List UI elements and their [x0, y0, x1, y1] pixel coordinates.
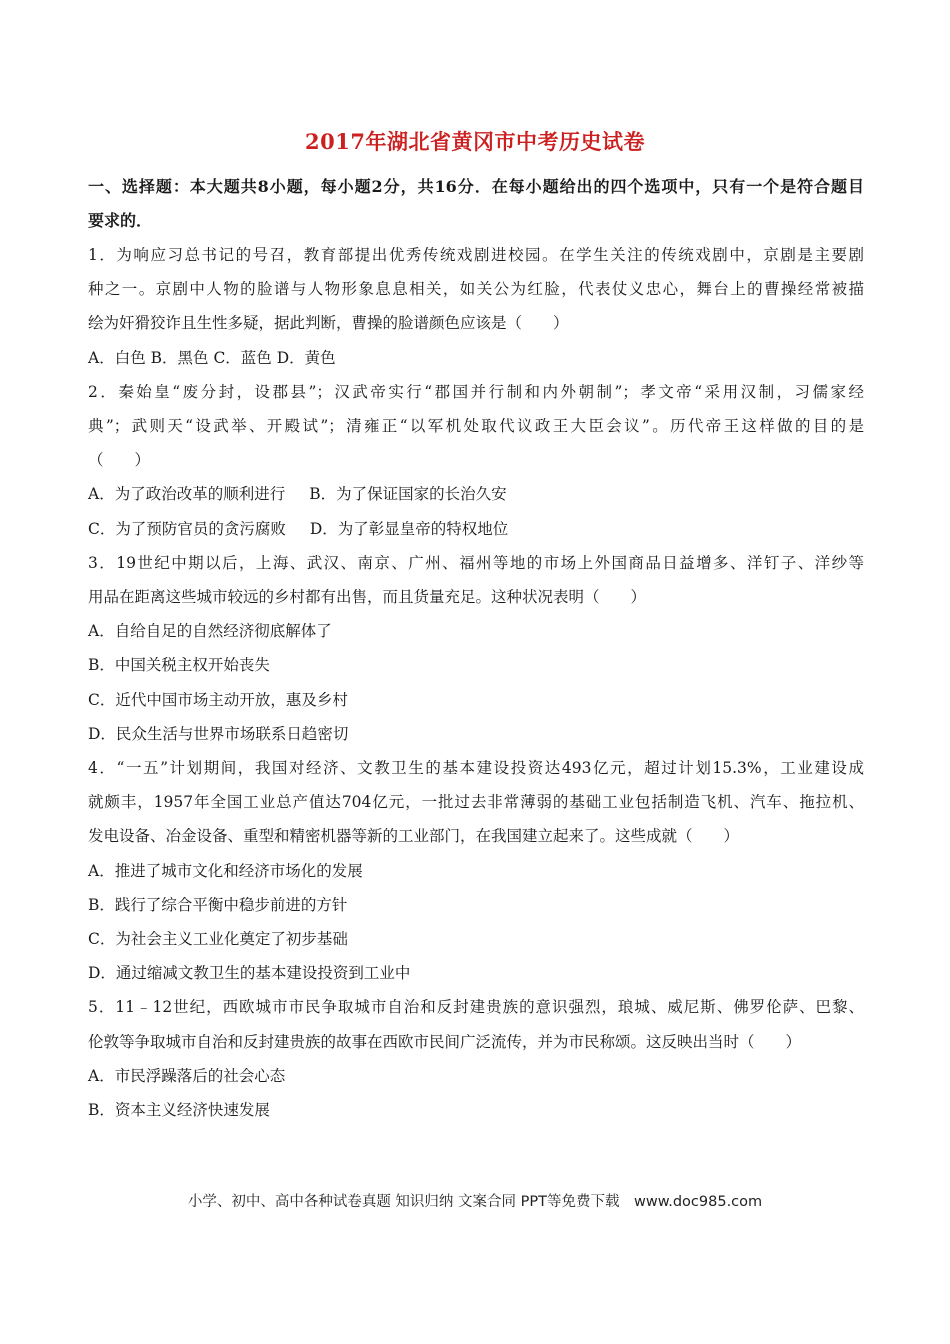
answer-option-d: D．为了彰显皇帝的特权地位 [309, 519, 509, 538]
question-text: 伦敦等争取城市自治和反封建贵族的故事在西欧市民间广泛流传，并为市民称颂。这反映出当时（ ） [88, 1032, 802, 1051]
question-5 [88, 990, 864, 1127]
page-title: 2017年湖北省黄冈市中考历史试卷 [305, 129, 645, 154]
question-text: 典”；武则天“设武举、开殿试”；清雍正“以军机处取代议政王大臣会议”。历代帝王这样做的目的是 [88, 417, 864, 436]
question-text: 3．19世纪中期以后，上海、武汉、南京、广州、福州等地的市场上外国商品日益增多、洋钉子、洋纱等 [88, 553, 864, 572]
page-footer: 小学、初中、高中各种试卷真题 知识归纳 文案合同 PPT等免费下载 www.doc985.com [187, 1194, 763, 1210]
answer-option-row [88, 512, 864, 546]
question-text: 5．11﹣12世纪，西欧城市市民争取城市自治和反封建贵族的意识强烈，琅城、威尼斯、佛罗伦萨、巴黎、 [88, 998, 864, 1017]
section-heading: 一、选择题：本大题共8小题，每小题2分，共16分．在每小题给出的四个选项中，只有一个是符合题目 [88, 177, 864, 196]
section-heading-cont: 要求的． [88, 211, 153, 230]
answer-option-d: D．通过缩减文教卫生的基本建设投资到工业中 [88, 964, 411, 983]
question-text: 2．秦始皇“废分封，设郡县”；汉武帝实行“郡国并行制和内外朝制”；孝文帝“采用汉制，习儒家经 [88, 382, 864, 401]
question-3 [88, 546, 864, 751]
question-text: 就颇丰，1957年全国工业总产值达704亿元，一批过去非常薄弱的基础工业包括制造飞机、汽车、拖拉机、 [88, 793, 864, 812]
answer-option-a: A．为了政治改革的顺利进行 [88, 485, 286, 504]
question-2 [88, 375, 864, 546]
question-text: 4．“一五”计划期间，我国对经济、文教卫生的基本建设投资达493亿元，超过计划15.3%，工业建设成 [88, 759, 864, 778]
question-4 [88, 751, 864, 990]
answer-option-a: A．自给自足的自然经济彻底解体了 [88, 622, 332, 641]
question-text: 发电设备、冶金设备、重型和精密机器等新的工业部门，在我国建立起来了。这些成就（ ） [88, 827, 740, 846]
answer-option-b: B．为了保证国家的长治久安 [309, 485, 507, 504]
answer-option-c: C．为社会主义工业化奠定了初步基础 [88, 930, 348, 949]
question-1 [88, 238, 864, 375]
question-text: 绘为奸猾狡诈且生性多疑，据此判断，曹操的脸谱颜色应该是（ ） [88, 314, 569, 333]
answer-option-d: D．民众生活与世界市场联系日趋密切 [88, 724, 349, 743]
question-text: （ ） [88, 451, 151, 470]
answer-option-c: C．近代中国市场主动开放，惠及乡村 [88, 690, 348, 709]
question-text: 种之一。京剧中人物的脸谱与人物形象息息相关，如关公为红脸，代表仗义忠心，舞台上的曹操经常被描 [88, 280, 864, 299]
answer-option-a: A．推进了城市文化和经济市场化的发展 [88, 861, 363, 880]
answer-option-b: B．资本主义经济快速发展 [88, 1101, 270, 1120]
question-text: 用品在距离这些城市较远的乡村都有出售，而且货量充足。这种状况表明（ ） [88, 588, 647, 607]
answer-option-b: B．中国关税主权开始丧失 [88, 656, 270, 675]
answer-option-row [88, 477, 864, 511]
exam-content [88, 170, 864, 1127]
answer-option-b: B．践行了综合平衡中稳步前进的方针 [88, 895, 348, 914]
answer-option-c: C．为了预防官员的贪污腐败 [88, 519, 286, 538]
answer-options: A．白色 B．黑色 C．蓝色 D．黄色 [88, 348, 336, 367]
question-text: 1．为响应习总书记的号召，教育部提出优秀传统戏剧进校园。在学生关注的传统戏剧中，京剧是主要剧 [88, 246, 864, 264]
answer-option-a: A．市民浮躁落后的社会心态 [88, 1066, 286, 1085]
